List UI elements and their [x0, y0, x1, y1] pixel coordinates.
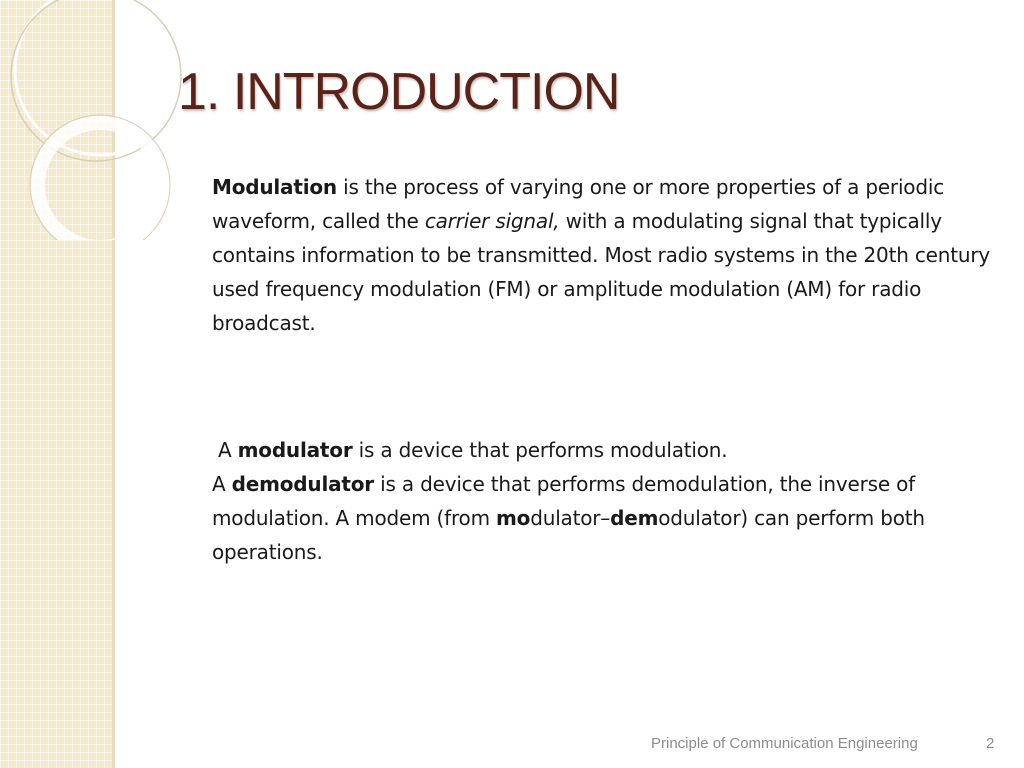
p2-article-1: A — [218, 438, 238, 462]
p2-text-1: is a device that performs modulation. — [352, 438, 728, 462]
term-mo: mo — [496, 506, 531, 530]
decorative-rings — [0, 0, 200, 240]
term-demodulator: demodulator — [231, 472, 374, 496]
p1-text-a: is the process of varying one or more properties of a periodic waveform, called the — [212, 175, 944, 233]
footer-course-title: Principle of Communication Engineering — [651, 735, 918, 752]
term-dem: dem — [610, 506, 659, 530]
modulator-line — [212, 433, 1002, 467]
p2-article-2: A — [212, 472, 232, 496]
p2-text-2: is a device that performs demodulation, the inverse of modulation. A modem (from — [212, 472, 916, 530]
modulation-paragraph — [212, 170, 1002, 340]
p2-odulator: odulator) can perform both operations. — [212, 506, 925, 564]
slide-title: 1. INTRODUCTION — [178, 63, 620, 121]
term-carrier-signal: carrier signal, — [424, 209, 560, 233]
p2-dulator: dulator– — [530, 506, 611, 530]
term-modulator: modulator — [237, 438, 353, 462]
modulator-paragraph — [212, 433, 1002, 569]
demodulator-text — [212, 467, 1002, 569]
slide-number: 2 — [986, 735, 995, 752]
p1-text-b: with a modulating signal that typically contains information to be transmitted. Most radio systems in the 20th century used frequency modulation (FM) or amplitude modulation (AM) for radio broadcast. — [212, 209, 991, 335]
term-modulation: Modulation — [212, 175, 337, 199]
